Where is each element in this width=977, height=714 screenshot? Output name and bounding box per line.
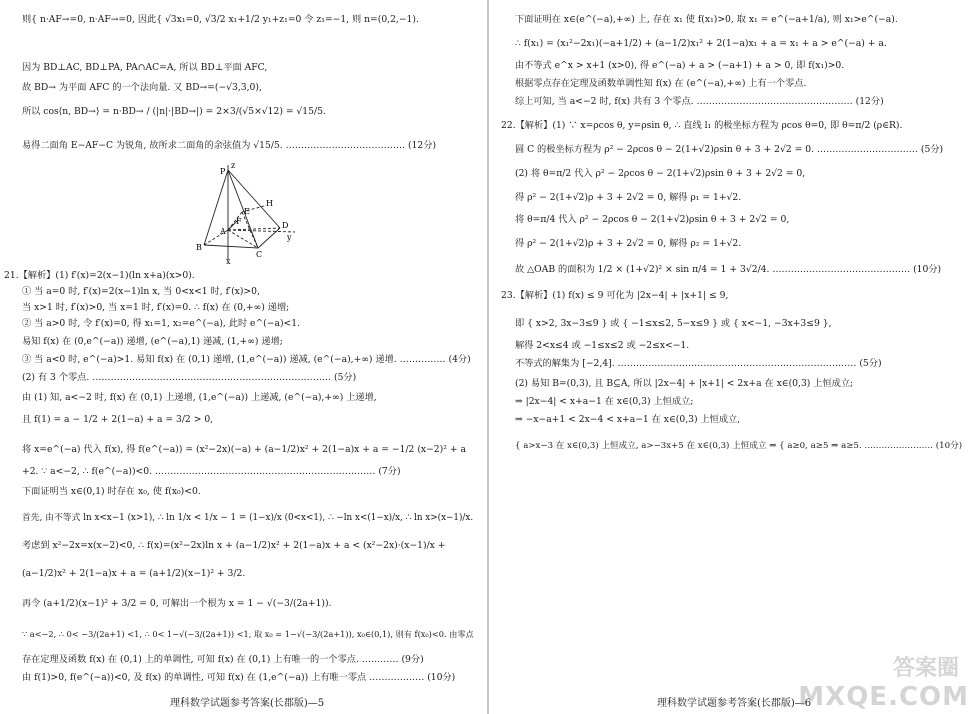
label-P: P [220, 167, 226, 176]
line-right-9: 得 ρ² − 2(1+√2)ρ + 3 + 2√2 = 0, 解得 ρ₁ = 1+√2. [515, 192, 742, 203]
line-left-2: 因为 BD⊥AC, BD⊥PA, PA∩AC=A, 所以 BD⊥平面 AFC, [22, 62, 268, 73]
label-D: D [282, 221, 289, 230]
line-left-19: 考虑到 x²−2x=x(x−2)<0, ∴ f(x)=(x²−2x)ln x + (a−1/2)x² + 2(1−a)x + a < (x²−2x)·(x−1)/x + [22, 540, 446, 551]
label-y: y [287, 233, 292, 242]
line-left-17: 下面证明当 x∈(0,1) 时存在 x₀, 使 f(x₀)<0. [22, 486, 201, 497]
line-right-1: 下面证明在 x∈(e^(−a),+∞) 上, 存在 x₁ 使 f(x₁)>0, 取 x₁ = e^(−a+1/a), 则 x₁>e^(−a). [515, 14, 898, 25]
line-left-10: 易知 f(x) 在 (0,e^(−a)) 递增, (e^(−a),1) 递减, (1,+∞) 递增; [22, 336, 283, 347]
line-right-2: ∴ f(x₁) = (x₁²−2x₁)(−a+1/2) + (a−1/2)x₁² + 2(1−a)x₁ + a = x₁ + a > e^(−a) + a. [515, 38, 887, 49]
line-left-23: 存在定理及函数 f(x) 在 (0,1) 上的单调性, 可知 f(x) 在 (0,1) 上有唯一的一个零点. ………… (9分) [22, 654, 424, 665]
line-right-15: 解得 2<x≤4 或 −1≤x≤2 或 −2≤x<−1. [515, 340, 690, 351]
line-left-9: ② 当 a>0 时, 令 f′(x)=0, 得 x₁=1, x₂=e^(−a), 此时 e^(−a)<1. [22, 318, 300, 329]
line-left-14: 且 f(1) = a − 1/2 + 2(1−a) + a = 3/2 > 0, [22, 414, 214, 425]
line-right-4: 根据零点存在定理及函数单调性知 f(x) 在 (e^(−a),+∞) 上有一个零点. [515, 78, 807, 89]
line-left-20: (a−1/2)x² + 2(1−a)x + a = (a+1/2)(x−1)² + 3/2. [22, 568, 246, 579]
line-right-18: ⇒ |2x−4| < x+a−1 在 x∈(0,3) 上恒成立; [515, 396, 694, 407]
line-left-12: (2) 有 3 个零点. …………………………………………………………………… (5分) [22, 372, 357, 383]
label-z: z [231, 161, 236, 170]
line-right-6: 22.【解析】(1) ∵ x=ρcos θ, y=ρsin θ, ∴ 直线 l₁ 的极坐标方程为 ρcos θ=0, 即 θ=π/2 (ρ∈R). [501, 120, 903, 131]
label-A: A [220, 227, 226, 236]
watermark-site: MXQE.COM [798, 682, 969, 712]
watermark-logo: 答案圈 [892, 656, 959, 681]
line-left-18: 首先, 由不等式 ln x<x−1 (x>1), ∴ ln 1/x < 1/x − 1 = (1−x)/x (0<x<1), ∴ −ln x<(1−x)/x, ∴ ln x>(x−1)/x. [22, 513, 474, 523]
footer-right: 理科数学试题参考答案(长郡版)—6 [657, 698, 812, 709]
label-H: H [266, 199, 273, 208]
line-left-1: 则{ n·AF→=0, n·AF→=0, 因此{ √3x₁=0, √3/2 x₁+1/2 y₁+z₁=0 令 z₁=−1, 则 n=(0,2,−1). [22, 14, 419, 25]
line-left-11: ③ 当 a<0 时, e^(−a)>1. 易知 f(x) 在 (0,1) 递增, (1,e^(−a)) 递减, (e^(−a),+∞) 递增. …………… (4分) [22, 354, 471, 365]
line-right-13: 23.【解析】(1) f(x) ≤ 9 可化为 |2x−4| + |x+1| ≤ 9, [501, 290, 729, 301]
line-right-5: 综上可知, 当 a<−2 时, f(x) 共有 3 个零点. …………………………………………… (12分) [515, 96, 884, 107]
line-right-7: 圆 C 的极坐标方程为 ρ² − 2ρcos θ − 2(1+√2)ρsin θ + 3 + 2√2 = 0. …………………………… (5分) [515, 144, 944, 155]
line-left-13: 由 (1) 知, a<−2 时, f(x) 在 (0,1) 上递增, (1,e^(−a)) 上递减, (e^(−a),+∞) 上递增, [22, 392, 377, 403]
line-left-6: 21.【解析】(1) f′(x)=2(x−1)(ln x+a)(x>0). [4, 270, 195, 281]
line-left-24: 由 f(1)>0, f(e^(−a))<0, 及 f(x) 的单调性, 可知 f(x) 在 (1,e^(−a)) 上有唯一零点 ……………… (10分) [22, 672, 456, 683]
label-x: x [226, 257, 231, 265]
footer-left: 理科数学试题参考答案(长郡版)—5 [170, 698, 325, 709]
label-E: E [244, 207, 250, 216]
line-left-22: ∵ a<−2, ∴ 0< −3/(2a+1) <1, ∴ 0< 1−√(−3/(2a+1)) <1, 取 x₀ = 1−√(−3/(2a+1)), x₀∈(0,1), 则有 f(x₀)<0. 由零点 [22, 629, 474, 639]
line-right-10: 将 θ=π/4 代入 ρ² − 2ρcos θ − 2(1+√2)ρsin θ + 3 + 2√2 = 0, [515, 214, 790, 225]
line-right-14: 即 { x>2, 3x−3≤9 } 或 { −1≤x≤2, 5−x≤9 } 或 { x<−1, −3x+3≤9 }, [515, 318, 832, 329]
line-right-20: { a>x−3 在 x∈(0,3) 上恒成立, a>−3x+5 在 x∈(0,3) 上恒成立 ⇒ { a≥0, a≥5 ⇒ a≥5. …………………… (10分) [515, 441, 963, 451]
left-page [0, 0, 488, 714]
line-left-16: +2. ∵ a<−2, ∴ f(e^(−a))<0. ……………………………………………………………… (7分) [22, 466, 401, 477]
line-left-4: 所以 cos⟨n, BD→⟩ = n·BD→ / (|n|·|BD→|) = 2×3/(√5×√12) = √15/5. [22, 106, 326, 117]
line-right-11: 得 ρ² − 2(1+√2)ρ + 3 + 2√2 = 0, 解得 ρ₂ = 1+√2. [515, 238, 742, 249]
line-left-7: ① 当 a=0 时, f′(x)=2(x−1)ln x, 当 0<x<1 时, f′(x)>0, [22, 286, 260, 297]
line-left-5: 易得二面角 E−AF−C 为锐角, 故所求二面角的余弦值为 √15/5. ………………………………… (12分) [22, 140, 437, 151]
label-C: C [256, 250, 263, 259]
line-right-3: 由不等式 e^x > x+1 (x>0), 得 e^(−a) + a > (−a+1) + a > 0, 即 f(x₁)>0. [515, 60, 845, 71]
line-right-17: (2) 易知 B=(0,3), 且 B⊆A, 所以 |2x−4| + |x+1| < 2x+a 在 x∈(0,3) 上恒成立; [515, 378, 854, 389]
pyramid-figure [190, 160, 300, 265]
line-right-16: 不等式的解集为 [−2,4]. …………………………………………………………………… (5分) [515, 358, 882, 369]
line-left-3: 故 BD→ 为平面 AFC 的一个法向量. 又 BD→=(−√3,3,0), [22, 82, 262, 93]
line-right-12: 故 △OAB 的面积为 1/2 × (1+√2)² × sin π/4 = 1 + 3√2/4. ……………………………………… (10分) [515, 264, 942, 275]
line-left-21: 再令 (a+1/2)(x−1)² + 3/2 = 0, 可解出一个根为 x = 1 − √(−3/(2a+1)). [22, 598, 332, 609]
line-right-8: (2) 将 θ=π/2 代入 ρ² − 2ρcos θ − 2(1+√2)ρsin θ + 3 + 2√2 = 0, [515, 168, 806, 179]
right-page [489, 0, 977, 714]
label-B: B [196, 243, 202, 252]
line-left-15: 将 x=e^(−a) 代入 f(x), 得 f(e^(−a)) = (x²−2x)(−a) + (a−1/2)x² + 2(1−a)x + a = −1/2 (x−2)² + a [22, 444, 466, 455]
label-F: F [236, 217, 242, 226]
line-right-19: ⇒ −x−a+1 < 2x−4 < x+a−1 在 x∈(0,3) 上恒成立, [515, 414, 741, 425]
line-left-8: 当 x>1 时, f′(x)>0, 当 x=1 时, f′(x)=0. ∴ f(x) 在 (0,+∞) 递增; [22, 302, 290, 313]
